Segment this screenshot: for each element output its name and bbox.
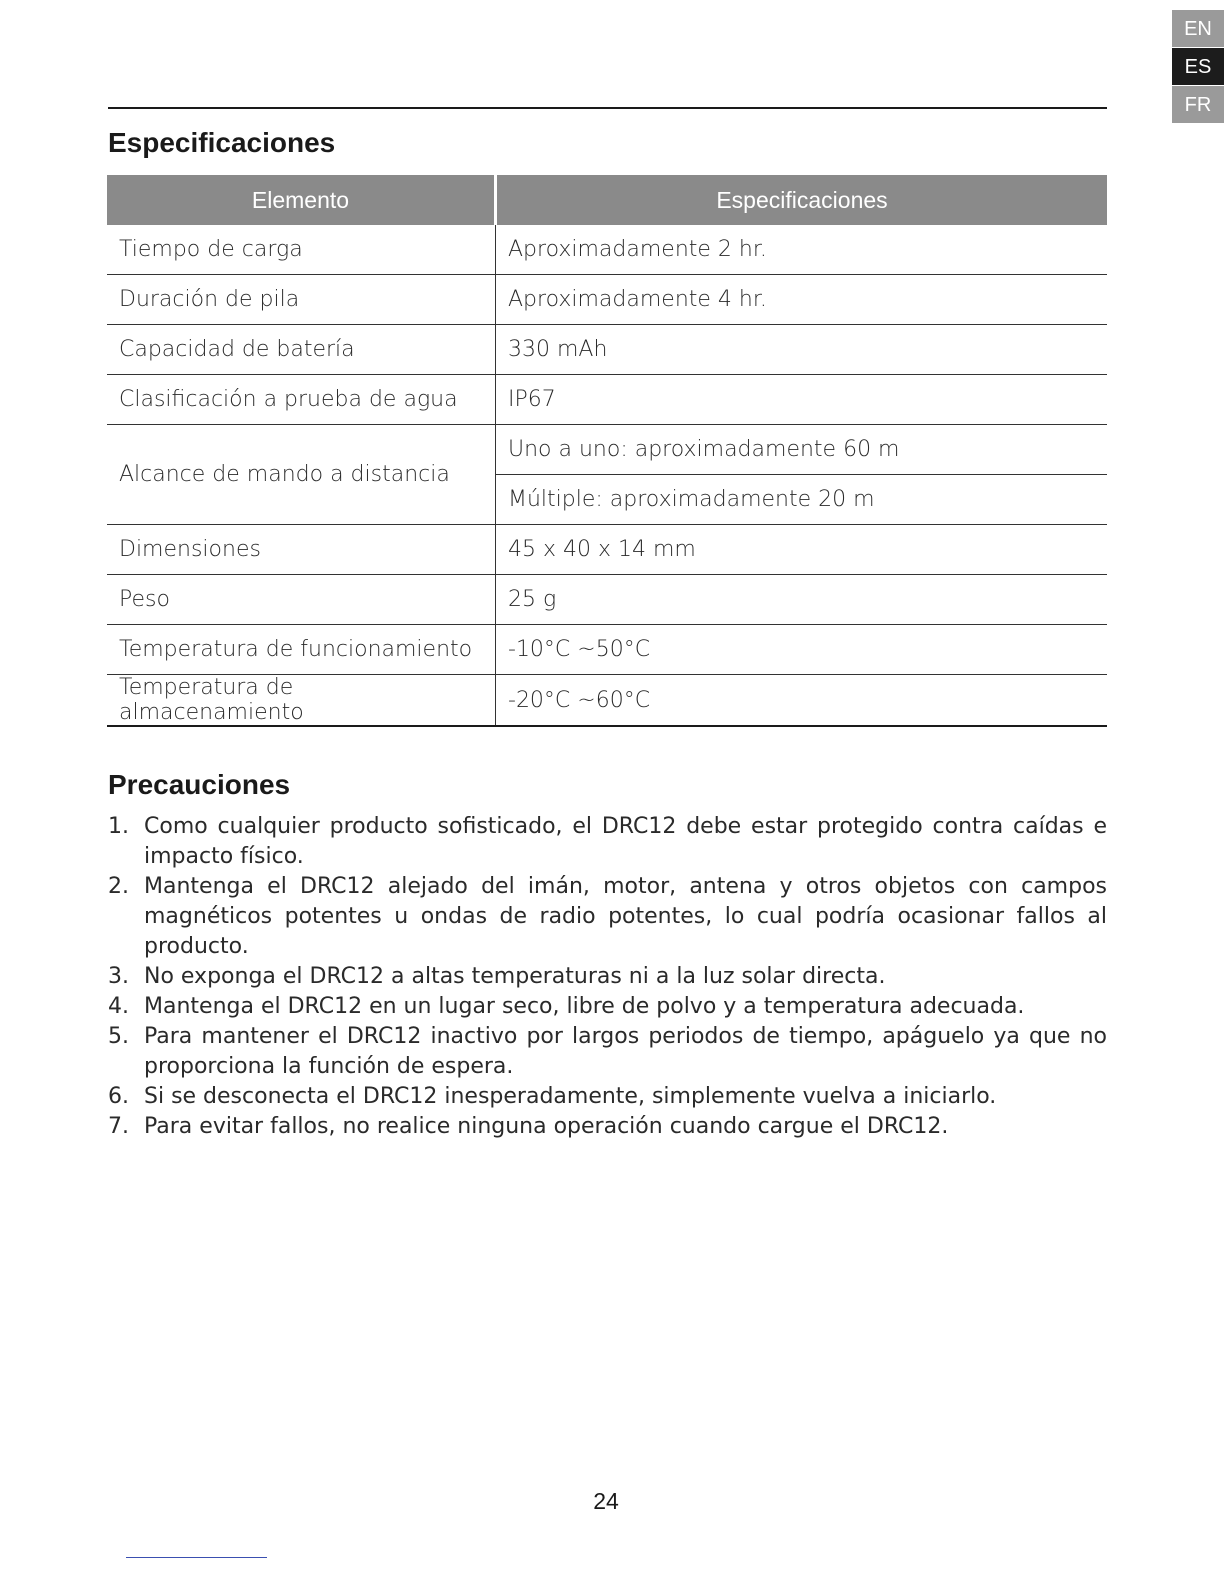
list-item xyxy=(108,1082,1107,1112)
footer-rule xyxy=(126,1557,267,1558)
table-row xyxy=(107,625,1107,675)
table-header-row xyxy=(107,175,1107,225)
spec-item: Duración de pila xyxy=(107,275,496,325)
spec-item: Dimensiones xyxy=(107,525,496,575)
list-number: 5. xyxy=(108,1024,129,1049)
lang-tab-es[interactable]: ES xyxy=(1172,48,1224,85)
list-number: 1. xyxy=(108,814,129,839)
spec-value: Aproximadamente 4 hr. xyxy=(496,275,1108,325)
specifications-heading: Especificaciones xyxy=(108,127,336,158)
list-text: Mantenga el DRC12 en un lugar seco, libre de polvo y a temperatura adecuada. xyxy=(144,994,1025,1019)
table-row xyxy=(107,575,1107,625)
list-item xyxy=(108,1112,1107,1142)
top-divider xyxy=(108,107,1107,109)
list-item xyxy=(108,1022,1107,1082)
specifications-table xyxy=(107,175,1107,727)
list-text: No exponga el DRC12 a altas temperaturas ni a la luz solar directa. xyxy=(144,964,886,989)
spec-item: Clasificación a prueba de agua xyxy=(107,375,496,425)
spec-item: Temperatura de almacenamiento xyxy=(107,675,496,727)
table-row xyxy=(107,375,1107,425)
table-row xyxy=(107,425,1107,475)
column-header-item: Elemento xyxy=(107,175,496,225)
list-item xyxy=(108,992,1107,1022)
spec-value: 45 x 40 x 14 mm xyxy=(496,525,1108,575)
spec-value: IP67 xyxy=(496,375,1108,425)
column-header-spec: Especificaciones xyxy=(496,175,1108,225)
list-text: Mantenga el DRC12 alejado del imán, motor, antena y otros objetos con campos magnéticos potentes u ondas de radio potentes, lo cual podría ocasionar fallos al producto. xyxy=(144,874,1107,959)
list-item xyxy=(108,812,1107,872)
spec-value: Múltiple: aproximadamente 20 m xyxy=(496,475,1108,525)
spec-item: Temperatura de funcionamiento xyxy=(107,625,496,675)
precautions-heading: Precauciones xyxy=(108,769,291,800)
language-tabs xyxy=(1172,10,1224,124)
lang-tab-fr[interactable]: FR xyxy=(1172,86,1224,123)
precautions-list xyxy=(108,812,1107,1142)
list-text: Como cualquier producto sofisticado, el DRC12 debe estar protegido contra caídas e impacto físico. xyxy=(144,814,1107,869)
list-text: Para evitar fallos, no realice ninguna operación cuando cargue el DRC12. xyxy=(144,1114,949,1139)
list-number: 4. xyxy=(108,994,129,1019)
list-text: Si se desconecta el DRC12 inesperadamente, simplemente vuelva a iniciarlo. xyxy=(144,1084,997,1109)
spec-item: Alcance de mando a distancia xyxy=(107,425,496,525)
spec-item: Peso xyxy=(107,575,496,625)
page-number: 24 xyxy=(593,1488,619,1514)
list-item xyxy=(108,872,1107,962)
table-row xyxy=(107,225,1107,275)
list-number: 3. xyxy=(108,964,129,989)
list-number: 7. xyxy=(108,1114,129,1139)
table-row xyxy=(107,525,1107,575)
spec-item: Capacidad de batería xyxy=(107,325,496,375)
lang-tab-en[interactable]: EN xyxy=(1172,10,1224,47)
spec-value: 25 g xyxy=(496,575,1108,625)
spec-value: -10°C ~50°C xyxy=(496,625,1108,675)
spec-value: 330 mAh xyxy=(496,325,1108,375)
spec-item: Tiempo de carga xyxy=(107,225,496,275)
table-row xyxy=(107,275,1107,325)
spec-value: Aproximadamente 2 hr. xyxy=(496,225,1108,275)
spec-value: Uno a uno: aproximadamente 60 m xyxy=(496,425,1108,475)
table-row xyxy=(107,325,1107,375)
list-number: 6. xyxy=(108,1084,129,1109)
list-text: Para mantener el DRC12 inactivo por largos periodos de tiempo, apáguelo ya que no proporciona la función de espera. xyxy=(144,1024,1107,1079)
list-item xyxy=(108,962,1107,992)
table-row xyxy=(107,675,1107,727)
spec-value: -20°C ~60°C xyxy=(496,675,1108,727)
list-number: 2. xyxy=(108,874,129,899)
